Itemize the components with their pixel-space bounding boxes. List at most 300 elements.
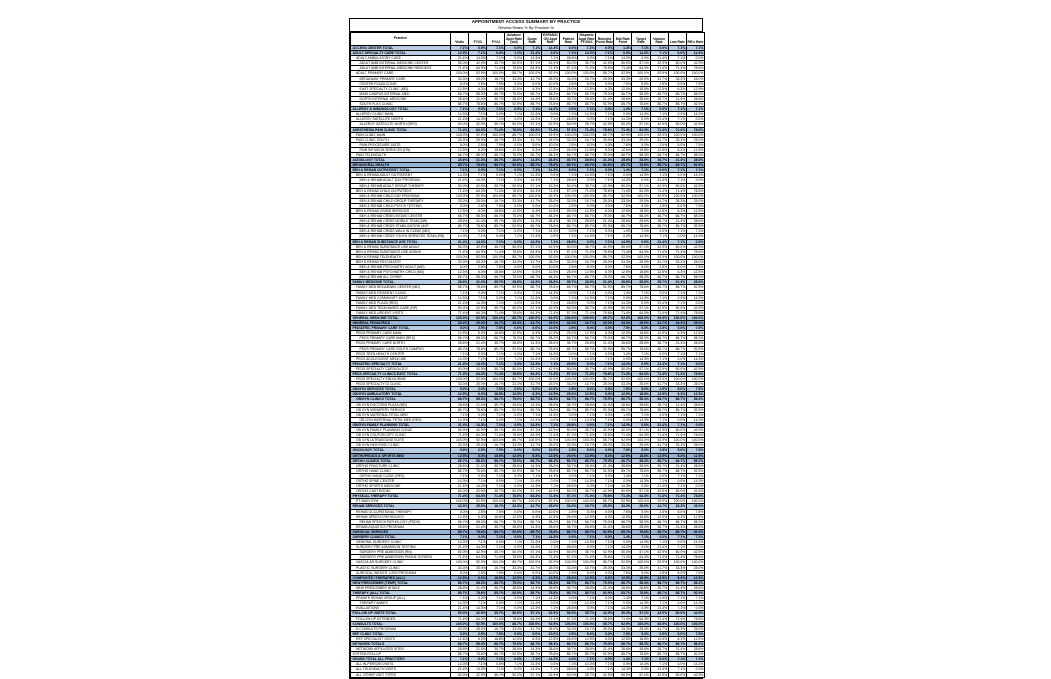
value-cell[interactable]: 33.3% bbox=[451, 137, 469, 142]
practice-label-cell[interactable]: GENERAL MEDICINE TOTAL bbox=[351, 315, 451, 320]
practice-label-cell[interactable]: PEDIATRIC SPECIALTY TOTAL bbox=[351, 361, 451, 366]
value-cell[interactable]: 42.9% bbox=[686, 366, 704, 371]
value-cell[interactable]: 71.4% bbox=[650, 433, 668, 438]
practice-label-cell[interactable]: PEDS PRIMARY CARE MAIN (RES) bbox=[351, 336, 451, 341]
value-cell[interactable]: 85.7% bbox=[577, 163, 595, 168]
value-cell[interactable]: 50.0% bbox=[451, 122, 469, 127]
value-cell[interactable]: 7.5% bbox=[614, 142, 632, 147]
value-cell[interactable]: 14.3% bbox=[523, 96, 541, 101]
value-cell[interactable]: 92.9% bbox=[614, 254, 632, 259]
value-cell[interactable]: 71.4% bbox=[577, 66, 595, 71]
value-cell[interactable]: 2.5% bbox=[559, 142, 577, 147]
value-cell[interactable]: 33.3% bbox=[451, 626, 469, 631]
practice-label-cell[interactable]: PEDS ADOLESCENT MEDICINE bbox=[351, 356, 451, 361]
value-cell[interactable]: 100.0% bbox=[668, 560, 686, 565]
value-cell[interactable]: 85.7% bbox=[650, 224, 668, 229]
value-cell[interactable]: 12.5% bbox=[541, 636, 559, 641]
value-cell[interactable]: 75.0% bbox=[505, 458, 523, 463]
value-cell[interactable]: 28.6% bbox=[632, 463, 650, 468]
value-cell[interactable]: 0.0% bbox=[596, 657, 614, 662]
value-cell[interactable]: 0.0% bbox=[577, 667, 595, 672]
value-cell[interactable]: 71.4% bbox=[614, 433, 632, 438]
value-cell[interactable]: 14.3% bbox=[686, 51, 704, 56]
value-cell[interactable]: 92.9% bbox=[614, 560, 632, 565]
value-cell[interactable]: 66.7% bbox=[487, 641, 505, 646]
value-cell[interactable]: 33.3% bbox=[614, 382, 632, 387]
value-cell[interactable]: 7.1% bbox=[523, 46, 541, 51]
value-cell[interactable]: 57.1% bbox=[523, 183, 541, 188]
value-cell[interactable]: 64.3% bbox=[523, 249, 541, 254]
value-cell[interactable]: 42.9% bbox=[596, 122, 614, 127]
value-cell[interactable]: 12.5% bbox=[650, 270, 668, 275]
value-cell[interactable]: 64.3% bbox=[632, 188, 650, 193]
value-cell[interactable]: 25.0% bbox=[559, 636, 577, 641]
value-cell[interactable]: 28.6% bbox=[559, 239, 577, 244]
value-cell[interactable]: 64.3% bbox=[469, 127, 487, 132]
value-cell[interactable]: 7.1% bbox=[487, 229, 505, 234]
value-cell[interactable]: 42.9% bbox=[686, 428, 704, 433]
value-cell[interactable]: 35.7% bbox=[487, 96, 505, 101]
value-cell[interactable]: 2.5% bbox=[469, 509, 487, 514]
value-cell[interactable]: 92.9% bbox=[505, 163, 523, 168]
value-cell[interactable]: 0.0% bbox=[559, 473, 577, 478]
value-cell[interactable]: 21.4% bbox=[469, 524, 487, 529]
value-cell[interactable]: 42.9% bbox=[541, 244, 559, 249]
value-cell[interactable]: 7.1% bbox=[541, 117, 559, 122]
value-cell[interactable]: 7.1% bbox=[596, 606, 614, 611]
value-cell[interactable]: 64.3% bbox=[523, 310, 541, 315]
value-cell[interactable]: 21.4% bbox=[650, 422, 668, 427]
practice-label-cell[interactable]: BEH & REHAB TELEHEALTH bbox=[351, 254, 451, 259]
value-cell[interactable]: 14.3% bbox=[614, 667, 632, 672]
value-cell[interactable]: 0.0% bbox=[505, 545, 523, 550]
value-cell[interactable]: 64.3% bbox=[523, 433, 541, 438]
value-cell[interactable]: 7.1% bbox=[596, 239, 614, 244]
value-cell[interactable]: 0.0% bbox=[596, 265, 614, 270]
value-cell[interactable]: 12.5% bbox=[686, 86, 704, 91]
value-cell[interactable]: 92.9% bbox=[541, 621, 559, 626]
value-cell[interactable]: 21.4% bbox=[650, 117, 668, 122]
value-cell[interactable]: 12.5% bbox=[686, 392, 704, 397]
value-cell[interactable]: 33.3% bbox=[559, 565, 577, 570]
value-cell[interactable]: 0.0% bbox=[541, 662, 559, 667]
value-cell[interactable]: 14.3% bbox=[523, 300, 541, 305]
value-cell[interactable]: 100.0% bbox=[686, 132, 704, 137]
value-cell[interactable]: 7.1% bbox=[505, 478, 523, 483]
value-cell[interactable]: 7.1% bbox=[668, 473, 686, 478]
value-cell[interactable]: 5.0% bbox=[523, 81, 541, 86]
value-cell[interactable]: 5.0% bbox=[632, 81, 650, 86]
value-cell[interactable]: 42.9% bbox=[686, 672, 704, 677]
value-cell[interactable]: 7.1% bbox=[596, 295, 614, 300]
value-cell[interactable]: 58.3% bbox=[541, 152, 559, 157]
value-cell[interactable]: 100.0% bbox=[668, 193, 686, 198]
value-cell[interactable]: 21.4% bbox=[596, 585, 614, 590]
value-cell[interactable]: 5.0% bbox=[632, 387, 650, 392]
value-cell[interactable]: 33.3% bbox=[668, 565, 686, 570]
value-cell[interactable]: 64.3% bbox=[469, 555, 487, 560]
practice-label-cell[interactable]: BROADWAY PRIMARY CARE bbox=[351, 76, 451, 81]
value-cell[interactable]: 78.6% bbox=[469, 468, 487, 473]
value-cell[interactable]: 21.4% bbox=[523, 173, 541, 178]
value-cell[interactable]: 100.0% bbox=[487, 621, 505, 626]
value-cell[interactable]: 12.5% bbox=[650, 453, 668, 458]
value-cell[interactable]: 50.0% bbox=[505, 489, 523, 494]
value-cell[interactable]: 100.0% bbox=[577, 560, 595, 565]
value-cell[interactable]: 18.8% bbox=[487, 86, 505, 91]
value-cell[interactable]: 66.7% bbox=[614, 580, 632, 585]
value-cell[interactable]: 35.7% bbox=[577, 244, 595, 249]
practice-label-cell[interactable]: BEH & REHAB CHILD GROUP THERAPY bbox=[351, 198, 451, 203]
value-cell[interactable]: 58.3% bbox=[686, 580, 704, 585]
value-cell[interactable]: 7.1% bbox=[505, 417, 523, 422]
value-cell[interactable]: 16.7% bbox=[487, 76, 505, 81]
value-cell[interactable]: 35.7% bbox=[487, 489, 505, 494]
value-cell[interactable]: 41.7% bbox=[523, 382, 541, 387]
value-cell[interactable]: 7.1% bbox=[596, 545, 614, 550]
value-cell[interactable]: 0.0% bbox=[614, 478, 632, 483]
practice-label-cell[interactable]: OB GYN HIGH RISK CLINIC bbox=[351, 443, 451, 448]
practice-label-cell[interactable]: BEH & REHAB SUBSTANCE USE ADULT bbox=[351, 244, 451, 249]
value-cell[interactable]: 14.3% bbox=[577, 356, 595, 361]
value-cell[interactable]: 5.0% bbox=[668, 387, 686, 392]
value-cell[interactable]: 28.6% bbox=[541, 402, 559, 407]
value-cell[interactable]: 85.7% bbox=[650, 346, 668, 351]
value-cell[interactable]: 85.7% bbox=[505, 193, 523, 198]
value-cell[interactable]: 66.7% bbox=[650, 214, 668, 219]
value-cell[interactable]: 6.3% bbox=[523, 331, 541, 336]
value-cell[interactable]: 35.7% bbox=[487, 428, 505, 433]
value-cell[interactable]: 85.7% bbox=[487, 529, 505, 534]
value-cell[interactable]: 71.4% bbox=[650, 616, 668, 621]
value-cell[interactable]: 78.6% bbox=[505, 616, 523, 621]
value-cell[interactable]: 0.0% bbox=[505, 412, 523, 417]
practice-label-cell[interactable]: BEH & REHAB SUBSTANCE USE TOTAL bbox=[351, 239, 451, 244]
value-cell[interactable]: 92.9% bbox=[614, 132, 632, 137]
value-cell[interactable]: 0.0% bbox=[596, 412, 614, 417]
value-cell[interactable]: 7.1% bbox=[596, 117, 614, 122]
value-cell[interactable]: 14.3% bbox=[614, 178, 632, 183]
practice-label-cell[interactable]: OB GYN MATERNAL FETAL MED bbox=[351, 412, 451, 417]
value-cell[interactable]: 12.5% bbox=[541, 514, 559, 519]
value-cell[interactable]: 16.7% bbox=[487, 382, 505, 387]
value-cell[interactable]: 71.4% bbox=[487, 494, 505, 499]
value-cell[interactable]: 64.3% bbox=[632, 66, 650, 71]
practice-label-cell[interactable]: PAIN PROCEDURE SUITE bbox=[351, 142, 451, 147]
value-cell[interactable]: 7.1% bbox=[596, 478, 614, 483]
value-cell[interactable]: 35.7% bbox=[559, 280, 577, 285]
practice-label-cell[interactable]: NETWORK TOTALS bbox=[351, 641, 451, 646]
value-cell[interactable]: 35.7% bbox=[487, 366, 505, 371]
value-cell[interactable]: 35.7% bbox=[559, 524, 577, 529]
value-cell[interactable]: 78.6% bbox=[686, 66, 704, 71]
value-cell[interactable]: 85.7% bbox=[523, 652, 541, 657]
value-cell[interactable]: 71.4% bbox=[614, 555, 632, 560]
value-cell[interactable]: 78.6% bbox=[686, 310, 704, 315]
practice-label-cell[interactable]: FAMILY MED URGENT VISITS bbox=[351, 310, 451, 315]
value-cell[interactable]: 58.3% bbox=[686, 336, 704, 341]
value-cell[interactable]: 5.0% bbox=[451, 142, 469, 147]
value-cell[interactable]: 35.7% bbox=[650, 96, 668, 101]
value-cell[interactable]: 6.3% bbox=[596, 453, 614, 458]
value-cell[interactable]: 92.9% bbox=[505, 224, 523, 229]
value-cell[interactable]: 78.6% bbox=[505, 494, 523, 499]
value-cell[interactable]: 35.7% bbox=[650, 463, 668, 468]
value-cell[interactable]: 5.0% bbox=[632, 631, 650, 636]
value-cell[interactable]: 0.0% bbox=[505, 422, 523, 427]
value-cell[interactable]: 14.3% bbox=[451, 295, 469, 300]
value-cell[interactable]: 12.5% bbox=[686, 453, 704, 458]
value-cell[interactable]: 0.0% bbox=[559, 412, 577, 417]
value-cell[interactable]: 50.0% bbox=[559, 428, 577, 433]
value-cell[interactable]: 66.7% bbox=[559, 91, 577, 96]
value-cell[interactable]: 6.3% bbox=[668, 209, 686, 214]
value-cell[interactable]: 42.9% bbox=[541, 305, 559, 310]
value-cell[interactable]: 57.1% bbox=[523, 611, 541, 616]
value-cell[interactable]: 66.7% bbox=[523, 580, 541, 585]
value-cell[interactable]: 12.5% bbox=[505, 331, 523, 336]
value-cell[interactable]: 0.0% bbox=[541, 356, 559, 361]
value-cell[interactable]: 78.6% bbox=[541, 652, 559, 657]
value-cell[interactable]: 35.7% bbox=[487, 647, 505, 652]
value-cell[interactable]: 78.6% bbox=[596, 249, 614, 254]
value-cell[interactable]: 25.0% bbox=[632, 259, 650, 264]
value-cell[interactable]: 50.0% bbox=[451, 183, 469, 188]
practice-label-cell[interactable]: EVALUATIONS bbox=[351, 606, 451, 611]
value-cell[interactable]: 33.3% bbox=[668, 382, 686, 387]
value-cell[interactable]: 33.3% bbox=[668, 137, 686, 142]
column-header-practice[interactable]: Practice bbox=[351, 33, 451, 46]
value-cell[interactable]: 92.9% bbox=[614, 499, 632, 504]
value-cell[interactable]: 0.0% bbox=[559, 290, 577, 295]
practice-label-cell[interactable]: SYSTEM ROLLUP bbox=[351, 652, 451, 657]
value-cell[interactable]: 21.4% bbox=[650, 56, 668, 61]
practice-label-cell[interactable]: BEH & REHAB CHILD OUTPATIENT bbox=[351, 188, 451, 193]
value-cell[interactable]: 33.3% bbox=[505, 137, 523, 142]
value-cell[interactable]: 5.0% bbox=[668, 81, 686, 86]
value-cell[interactable]: 78.6% bbox=[505, 555, 523, 560]
value-cell[interactable]: 7.1% bbox=[577, 412, 595, 417]
value-cell[interactable]: 85.7% bbox=[577, 591, 595, 596]
value-cell[interactable]: 0.0% bbox=[614, 234, 632, 239]
value-cell[interactable]: 92.9% bbox=[650, 560, 668, 565]
value-cell[interactable]: 25.0% bbox=[541, 565, 559, 570]
value-cell[interactable]: 42.9% bbox=[541, 672, 559, 677]
value-cell[interactable]: 71.4% bbox=[614, 310, 632, 315]
value-cell[interactable]: 5.0% bbox=[451, 387, 469, 392]
value-cell[interactable]: 42.9% bbox=[541, 183, 559, 188]
value-cell[interactable]: 7.1% bbox=[559, 662, 577, 667]
value-cell[interactable]: 18.8% bbox=[487, 575, 505, 580]
value-cell[interactable]: 78.6% bbox=[686, 188, 704, 193]
value-cell[interactable]: 7.5% bbox=[614, 81, 632, 86]
value-cell[interactable]: 14.3% bbox=[523, 606, 541, 611]
value-cell[interactable]: 35.7% bbox=[559, 219, 577, 224]
practice-label-cell[interactable]: ADULT AMBULATORY CARE bbox=[351, 56, 451, 61]
value-cell[interactable]: 100.0% bbox=[559, 621, 577, 626]
value-cell[interactable]: 2.5% bbox=[650, 509, 668, 514]
value-cell[interactable]: 7.5% bbox=[614, 631, 632, 636]
value-cell[interactable]: 71.4% bbox=[668, 249, 686, 254]
practice-label-cell[interactable]: ORTHO FRACTURE CLINIC bbox=[351, 463, 451, 468]
value-cell[interactable]: 85.7% bbox=[614, 407, 632, 412]
value-cell[interactable]: 14.3% bbox=[469, 545, 487, 550]
value-cell[interactable]: 7.1% bbox=[632, 412, 650, 417]
value-cell[interactable]: 0.0% bbox=[686, 667, 704, 672]
value-cell[interactable]: 12.5% bbox=[451, 453, 469, 458]
value-cell[interactable]: 7.1% bbox=[596, 540, 614, 545]
value-cell[interactable]: 5.0% bbox=[523, 203, 541, 208]
value-cell[interactable]: 42.9% bbox=[469, 183, 487, 188]
value-cell[interactable]: 58.3% bbox=[686, 152, 704, 157]
value-cell[interactable]: 92.9% bbox=[469, 560, 487, 565]
value-cell[interactable]: 14.3% bbox=[686, 601, 704, 606]
value-cell[interactable]: 14.3% bbox=[541, 107, 559, 112]
value-cell[interactable]: 100.0% bbox=[632, 315, 650, 320]
value-cell[interactable]: 7.1% bbox=[559, 295, 577, 300]
value-cell[interactable]: 64.3% bbox=[632, 494, 650, 499]
value-cell[interactable]: 16.7% bbox=[577, 259, 595, 264]
value-cell[interactable]: 5.0% bbox=[668, 326, 686, 331]
value-cell[interactable]: 35.7% bbox=[487, 122, 505, 127]
value-cell[interactable]: 42.9% bbox=[686, 183, 704, 188]
value-cell[interactable]: 35.7% bbox=[487, 463, 505, 468]
value-cell[interactable]: 78.6% bbox=[505, 188, 523, 193]
value-cell[interactable]: 18.8% bbox=[632, 86, 650, 91]
value-cell[interactable]: 100.0% bbox=[577, 254, 595, 259]
value-cell[interactable]: 0.0% bbox=[686, 239, 704, 244]
value-cell[interactable]: 12.5% bbox=[505, 270, 523, 275]
practice-label-cell[interactable]: ADULT SPECIALTY CARE TOTAL bbox=[351, 51, 451, 56]
value-cell[interactable]: 78.6% bbox=[686, 249, 704, 254]
value-cell[interactable]: 41.7% bbox=[650, 76, 668, 81]
value-cell[interactable]: 0.0% bbox=[469, 229, 487, 234]
value-cell[interactable]: 14.3% bbox=[686, 295, 704, 300]
value-cell[interactable]: 25.0% bbox=[686, 382, 704, 387]
practice-label-cell[interactable]: BEH & REHAB CRISIS YOUTH SERVICES TEAM (SW) bbox=[351, 234, 451, 239]
value-cell[interactable]: 7.1% bbox=[686, 596, 704, 601]
value-cell[interactable]: 0.0% bbox=[632, 117, 650, 122]
value-cell[interactable]: 14.3% bbox=[577, 478, 595, 483]
value-cell[interactable]: 50.0% bbox=[451, 366, 469, 371]
value-cell[interactable]: 71.4% bbox=[541, 433, 559, 438]
value-cell[interactable]: 14.3% bbox=[632, 173, 650, 178]
value-cell[interactable]: 0.0% bbox=[650, 657, 668, 662]
value-cell[interactable]: 7.1% bbox=[523, 473, 541, 478]
value-cell[interactable]: 66.7% bbox=[650, 580, 668, 585]
value-cell[interactable]: 14.3% bbox=[451, 51, 469, 56]
value-cell[interactable]: 5.0% bbox=[577, 631, 595, 636]
value-cell[interactable]: 2.5% bbox=[650, 448, 668, 453]
value-cell[interactable]: 0.0% bbox=[487, 173, 505, 178]
value-cell[interactable]: 7.1% bbox=[487, 606, 505, 611]
value-cell[interactable]: 21.4% bbox=[451, 239, 469, 244]
value-cell[interactable]: 2.5% bbox=[469, 326, 487, 331]
value-cell[interactable]: 5.0% bbox=[632, 203, 650, 208]
value-cell[interactable]: 42.9% bbox=[686, 550, 704, 555]
value-cell[interactable]: 66.7% bbox=[668, 458, 686, 463]
value-cell[interactable]: 0.0% bbox=[505, 81, 523, 86]
value-cell[interactable]: 100.0% bbox=[577, 377, 595, 382]
value-cell[interactable]: 21.4% bbox=[523, 662, 541, 667]
value-cell[interactable]: 7.1% bbox=[487, 667, 505, 672]
value-cell[interactable]: 66.7% bbox=[451, 152, 469, 157]
value-cell[interactable]: 25.0% bbox=[469, 259, 487, 264]
value-cell[interactable]: 12.5% bbox=[577, 575, 595, 580]
practice-label-cell[interactable]: BEH & REHAB PSYCHIATRY CHILD (MD) bbox=[351, 270, 451, 275]
value-cell[interactable]: 7.1% bbox=[650, 601, 668, 606]
value-cell[interactable]: 5.0% bbox=[668, 631, 686, 636]
value-cell[interactable]: 0.0% bbox=[505, 387, 523, 392]
value-cell[interactable]: 21.4% bbox=[523, 112, 541, 117]
value-cell[interactable]: 85.7% bbox=[559, 652, 577, 657]
value-cell[interactable]: 7.1% bbox=[451, 657, 469, 662]
value-cell[interactable]: 85.7% bbox=[523, 591, 541, 596]
value-cell[interactable]: 12.5% bbox=[614, 147, 632, 152]
value-cell[interactable]: 14.3% bbox=[469, 56, 487, 61]
value-cell[interactable]: 28.6% bbox=[686, 463, 704, 468]
value-cell[interactable]: 85.7% bbox=[596, 499, 614, 504]
value-cell[interactable]: 66.7% bbox=[577, 152, 595, 157]
value-cell[interactable]: 78.6% bbox=[596, 616, 614, 621]
value-cell[interactable]: 0.0% bbox=[614, 540, 632, 545]
value-cell[interactable]: 1.4% bbox=[614, 351, 632, 356]
value-cell[interactable]: 7.1% bbox=[451, 535, 469, 540]
value-cell[interactable]: 78.6% bbox=[632, 163, 650, 168]
value-cell[interactable]: 2.5% bbox=[469, 265, 487, 270]
value-cell[interactable]: 0.0% bbox=[614, 662, 632, 667]
value-cell[interactable]: 42.9% bbox=[596, 428, 614, 433]
value-cell[interactable]: 7.1% bbox=[596, 234, 614, 239]
value-cell[interactable]: 12.5% bbox=[614, 331, 632, 336]
value-cell[interactable]: 100.0% bbox=[686, 254, 704, 259]
value-cell[interactable]: 28.6% bbox=[559, 484, 577, 489]
value-cell[interactable]: 100.0% bbox=[577, 621, 595, 626]
practice-label-cell[interactable]: OB/GYN CLINICS TOTAL bbox=[351, 397, 451, 402]
value-cell[interactable]: 78.6% bbox=[632, 529, 650, 534]
value-cell[interactable]: 6.3% bbox=[523, 575, 541, 580]
value-cell[interactable]: 12.5% bbox=[686, 331, 704, 336]
value-cell[interactable]: 14.3% bbox=[451, 356, 469, 361]
value-cell[interactable]: 66.7% bbox=[614, 152, 632, 157]
value-cell[interactable]: 25.0% bbox=[559, 209, 577, 214]
value-cell[interactable]: 35.7% bbox=[650, 280, 668, 285]
value-cell[interactable]: 57.1% bbox=[632, 550, 650, 555]
value-cell[interactable]: 85.7% bbox=[523, 468, 541, 473]
value-cell[interactable]: 7.1% bbox=[523, 535, 541, 540]
value-cell[interactable]: 33.3% bbox=[668, 198, 686, 203]
value-cell[interactable]: 66.7% bbox=[577, 519, 595, 524]
value-cell[interactable]: 85.7% bbox=[577, 468, 595, 473]
value-cell[interactable]: 64.3% bbox=[469, 249, 487, 254]
practice-label-cell[interactable]: PAIN INFUSION SERVICES (RN) bbox=[351, 147, 451, 152]
value-cell[interactable]: 42.9% bbox=[650, 244, 668, 249]
value-cell[interactable]: 85.7% bbox=[487, 591, 505, 596]
value-cell[interactable]: 25.0% bbox=[541, 198, 559, 203]
value-cell[interactable]: 25.0% bbox=[559, 514, 577, 519]
value-cell[interactable]: 2.5% bbox=[469, 570, 487, 575]
value-cell[interactable]: 35.7% bbox=[650, 158, 668, 163]
value-cell[interactable]: 0.0% bbox=[686, 300, 704, 305]
value-cell[interactable]: 7.1% bbox=[451, 351, 469, 356]
value-cell[interactable]: 85.7% bbox=[650, 102, 668, 107]
value-cell[interactable]: 25.0% bbox=[469, 137, 487, 142]
value-cell[interactable]: 75.0% bbox=[596, 641, 614, 646]
value-cell[interactable]: 21.4% bbox=[469, 219, 487, 224]
value-cell[interactable]: 21.4% bbox=[451, 300, 469, 305]
value-cell[interactable]: 7.5% bbox=[614, 265, 632, 270]
value-cell[interactable]: 14.3% bbox=[614, 56, 632, 61]
